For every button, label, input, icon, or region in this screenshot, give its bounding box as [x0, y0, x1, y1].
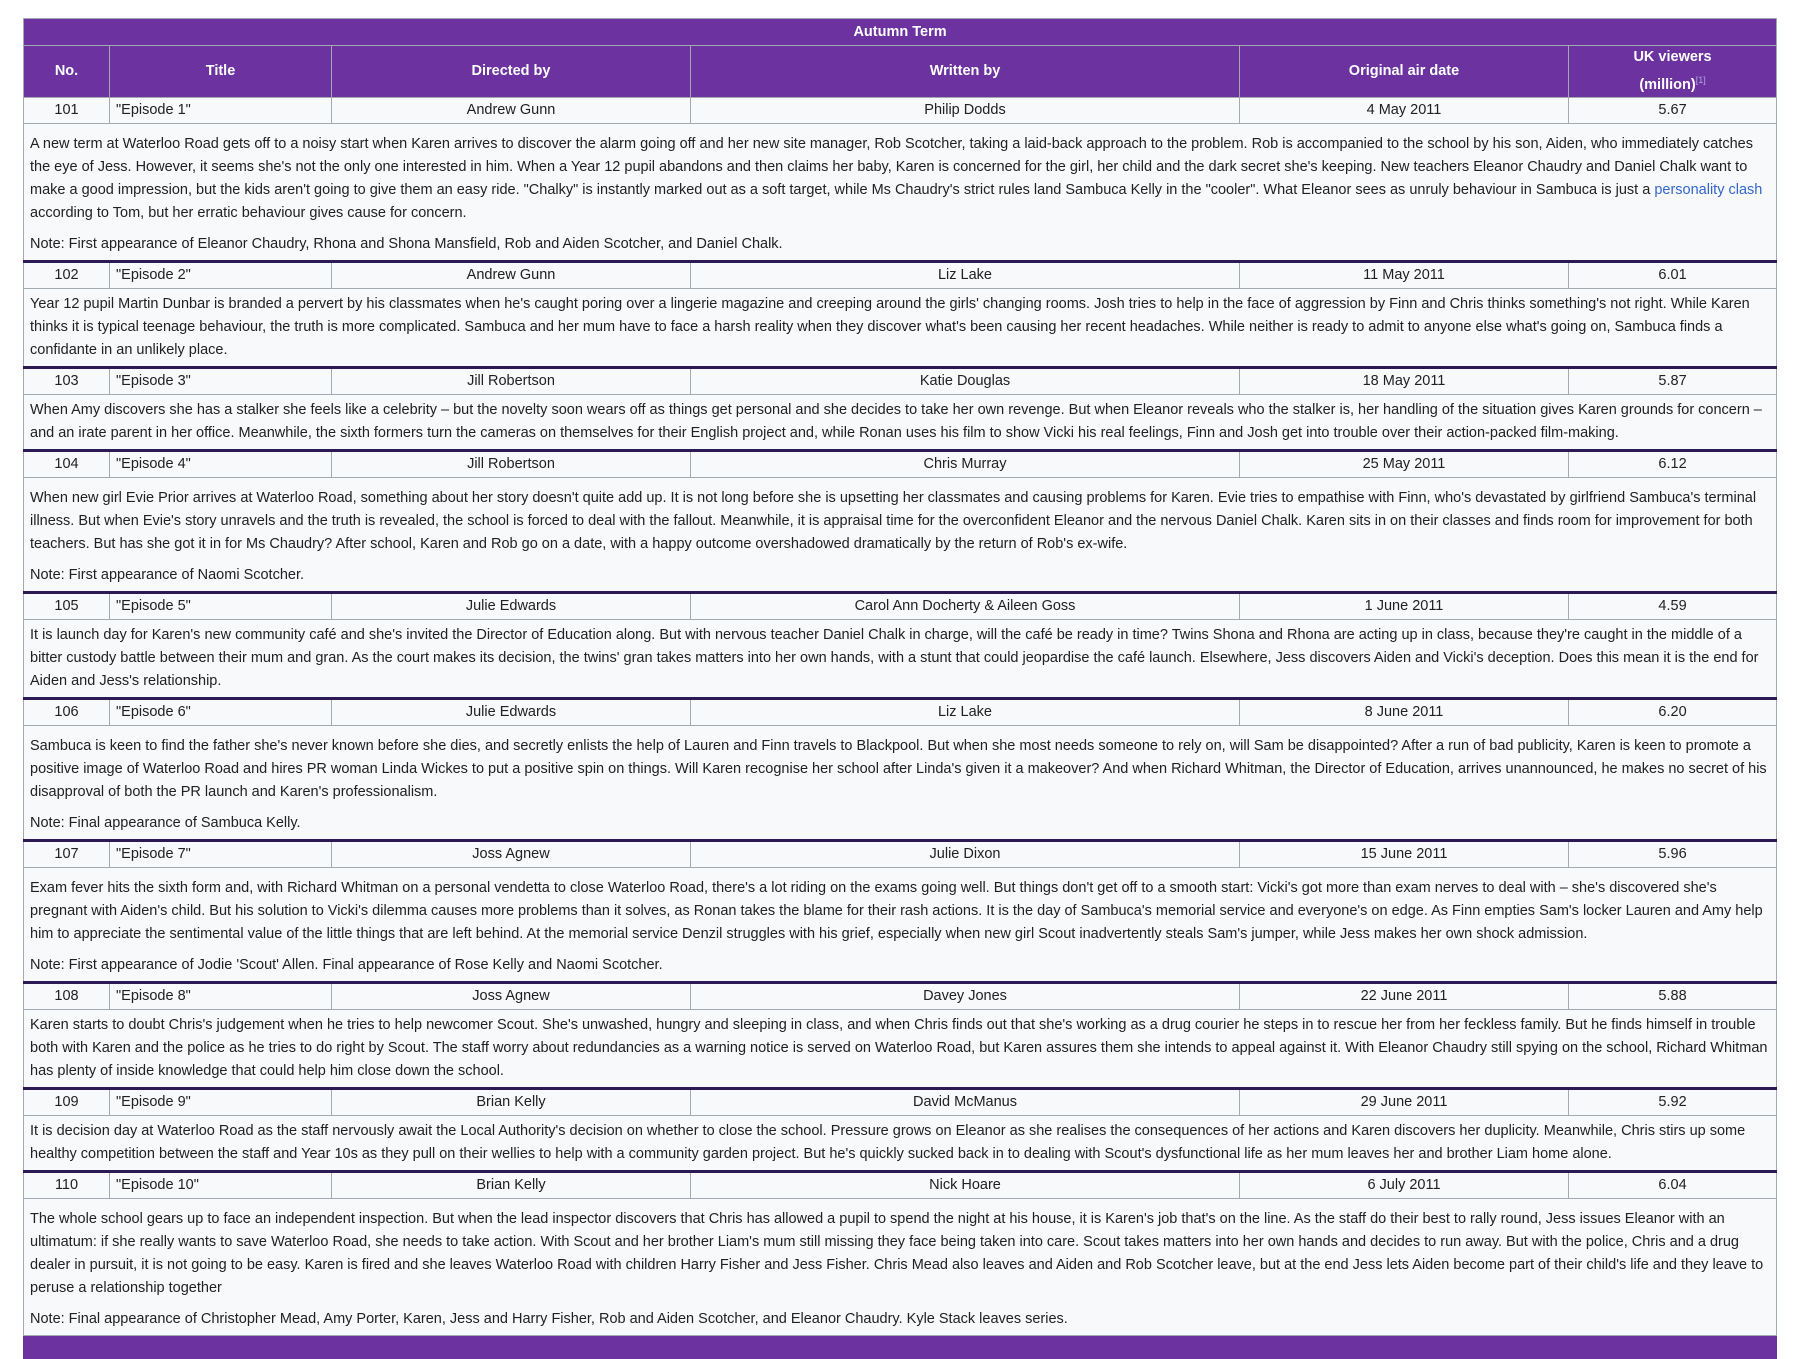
- episode-summary-cell: [24, 725, 1777, 840]
- episode-summary-row: [24, 619, 1777, 698]
- episode-number: 106: [24, 698, 110, 725]
- episode-table-wrapper: [23, 18, 1776, 1359]
- column-header-no: No.: [24, 46, 110, 98]
- episode-summary: It is decision day at Waterloo Road as the staff nervously await the Local Authority's decision on whether to close the school. Pressure grows on Eleanor as she realises the consequences of her actions and Karen discovers her duplicity. Meanwhile, Chris stirs up some healthy competition between the staff and Year 10s as they pull on their wellies to help with a community garden project. But he's quickly sucked back in to dealing with Scout's dysfunctional life as her mum leaves her and brother Liam home alone.: [30, 1122, 1746, 1162]
- viewers-reference-link[interactable]: [1]: [1695, 75, 1706, 85]
- column-header-uk-viewers: [1569, 46, 1777, 98]
- episode-air-date: 11 May 2011: [1240, 261, 1569, 288]
- table-caption: Autumn Term: [24, 19, 1777, 46]
- episode-air-date: 8 June 2011: [1240, 698, 1569, 725]
- episode-air-date: 4 May 2011: [1240, 97, 1569, 123]
- episode-director: Andrew Gunn: [332, 261, 691, 288]
- episode-summary-row: [24, 1198, 1777, 1335]
- episode-summary: When Amy discovers she has a stalker she feels like a celebrity – but the novelty soon wears off as things get personal and she decides to take her own revenge. But when Eleanor reveals who the stalker is, her handling of the situation gives Karen grounds for concern – and an irate parent in her office. Meanwhile, the sixth formers turn the cameras on themselves for their English project and, while Ronan uses his film to show Vicki his real feelings, Finn and Josh get into trouble over their action-packed film-making.: [30, 401, 1762, 441]
- table-row: [24, 982, 1777, 1009]
- table-row: [24, 261, 1777, 288]
- episode-number: 109: [24, 1088, 110, 1115]
- episode-summary-row: [24, 1115, 1777, 1171]
- column-header-written-by: Written by: [691, 46, 1240, 98]
- episode-number: 108: [24, 982, 110, 1009]
- episode-summary: Exam fever hits the sixth form and, with Richard Whitman on a personal vendetta to close Waterloo Road, there's a lot riding on the exams going well. But things don't get off to a smooth start: Vicki's got more than exam nerves to deal with – she's discovered she's pregnant with Aiden's child. But his solution to Vicki's dilemma causes more problems than it solves, as Ronan takes the blame for their rash actions. It is the day of Sambuca's memorial service and everyone's on edge. As Finn empties Sam's locker Lauren and Amy help him to appreciate the sentimental value of the little things that are left behind. At the memorial service Denzil struggles with his grief, especially when new girl Scout inadvertently steals Sam's jumper, while Jess makes her own shock admission.: [30, 879, 1763, 942]
- episode-director: Julie Edwards: [332, 698, 691, 725]
- episode-viewers: 5.88: [1569, 982, 1777, 1009]
- episode-director: Jill Robertson: [332, 450, 691, 477]
- episode-writer: Katie Douglas: [691, 367, 1240, 394]
- episode-writer: Liz Lake: [691, 698, 1240, 725]
- episode-number: 110: [24, 1171, 110, 1198]
- uk-viewers-label-line2: (million): [1639, 76, 1696, 93]
- episode-director: Jill Robertson: [332, 367, 691, 394]
- table-row: [24, 97, 1777, 123]
- episode-viewers: 4.59: [1569, 592, 1777, 619]
- personality-clash-link[interactable]: personality clash: [1654, 181, 1763, 198]
- episode-air-date: 15 June 2011: [1240, 840, 1569, 867]
- column-header-title: Title: [110, 46, 332, 98]
- episode-summary-row: [24, 725, 1777, 840]
- table-row: [24, 592, 1777, 619]
- table-row: [24, 1088, 1777, 1115]
- episode-air-date: 25 May 2011: [1240, 450, 1569, 477]
- column-header-air-date: Original air date: [1240, 46, 1569, 98]
- episode-summary-row: [24, 867, 1777, 982]
- episode-viewers: 5.92: [1569, 1088, 1777, 1115]
- column-header-directed-by: Directed by: [332, 46, 691, 98]
- episode-number: 103: [24, 367, 110, 394]
- episode-director: Julie Edwards: [332, 592, 691, 619]
- episode-title: "Episode 10": [110, 1171, 332, 1198]
- table-row: [24, 367, 1777, 394]
- episode-summary-cell: [24, 288, 1777, 367]
- table-row: [24, 450, 1777, 477]
- episode-number: 102: [24, 261, 110, 288]
- episode-number: 101: [24, 97, 110, 123]
- episode-summary-row: [24, 394, 1777, 450]
- episode-summary: When new girl Evie Prior arrives at Waterloo Road, something about her story doesn't quite add up. It is not long before she is upsetting her classmates and causing problems for Karen. Evie tries to empathise with Finn, who's devastated by girlfriend Sambuca's terminal illness. But when Evie's story unravels and the truth is revealed, the school is forced to deal with the fallout. Meanwhile, it is appraisal time for the overconfident Eleanor and the nervous Daniel Chalk. Karen sits in on their classes and finds room for improvement for both teachers. But has she got it in for Ms Chaudry? After school, Karen and Rob go on a date, with a happy outcome overshadowed dramatically by the return of Rob's ex-wife.: [30, 489, 1757, 552]
- episode-summary-cell: [24, 1115, 1777, 1171]
- episode-viewers: 5.67: [1569, 97, 1777, 123]
- episode-summary-cell: [24, 619, 1777, 698]
- episode-summary-row: [24, 1009, 1777, 1088]
- episode-writer: Carol Ann Docherty & Aileen Goss: [691, 592, 1240, 619]
- episode-air-date: 22 June 2011: [1240, 982, 1569, 1009]
- episode-writer: Liz Lake: [691, 261, 1240, 288]
- episode-title: "Episode 6": [110, 698, 332, 725]
- column-header-row: [24, 46, 1777, 98]
- episode-air-date: 1 June 2011: [1240, 592, 1569, 619]
- episode-note: Note: Final appearance of Sambuca Kelly.: [30, 814, 301, 831]
- episode-title: "Episode 1": [110, 97, 332, 123]
- episode-summary: A new term at Waterloo Road gets off to a noisy start when Karen arrives to discover the alarm going off and her new site manager, Rob Scotcher, taking a laid-back approach to the problem. Rob is accompanied to the school by his son, Aiden, who immediately catches the eye of Jess. However, it seems she's not the only one interested in him. When a Year 12 pupil abandons and then claims her baby, Karen is concerned for the girl, her child and the dark secret she's keeping. New teachers Eleanor Chaudry and Daniel Chalk want to make a good impression, but the kids aren't going to give them an easy ride. "Chalky" is instantly marked out as a soft target, while Ms Chaudry's strict rules land Sambuca Kelly in the "cooler". What Eleanor sees as unruly behaviour in Sambuca is just a personality clash according to Tom, but her erratic behaviour gives cause for concern.: [30, 135, 1763, 221]
- episode-viewers: 5.96: [1569, 840, 1777, 867]
- episode-writer: Nick Hoare: [691, 1171, 1240, 1198]
- episode-table: [23, 18, 1777, 1359]
- episode-summary: It is launch day for Karen's new community café and she's invited the Director of Education along. But with nervous teacher Daniel Chalk in charge, will the café be ready in time? Twins Shona and Rhona are acting up in class, because they're caught in the middle of a bitter custody battle between their mum and gran. As the court makes its decision, the twins' gran takes matters into her own hands, with a stunt that could jeopardise the café launch. Elsewhere, Jess discovers Aiden and Vicki's deception. Does this mean it is the end for Aiden and Jess's relationship.: [30, 626, 1759, 689]
- episode-title: "Episode 8": [110, 982, 332, 1009]
- episode-summary: Karen starts to doubt Chris's judgement when he tries to help newcomer Scout. She's unwashed, hungry and sleeping in class, and when Chris finds out that she's working as a drug courier he steps in to rescue her from her feckless family. But he finds himself in trouble both with Karen and the police as he tries to do right by Scout. The staff worry about redundancies as a warning notice is served on Waterloo Road, but Karen assures them she intends to appeal against it. With Eleanor Chaudry still spying on the school, Richard Whitman has plenty of inside knowledge that could help him close down the school.: [30, 1016, 1768, 1079]
- episode-viewers: 6.12: [1569, 450, 1777, 477]
- episode-director: Andrew Gunn: [332, 97, 691, 123]
- episode-director: Joss Agnew: [332, 982, 691, 1009]
- episode-air-date: 18 May 2011: [1240, 367, 1569, 394]
- episode-summary-cell: [24, 477, 1777, 592]
- episode-title: "Episode 7": [110, 840, 332, 867]
- episode-summary-cell: [24, 394, 1777, 450]
- episode-viewers: 6.01: [1569, 261, 1777, 288]
- episode-summary: The whole school gears up to face an independent inspection. But when the lead inspector discovers that Chris has allowed a pupil to spend the night at his house, it is Karen's job that's on the line. As the staff do their best to rally round, Jess issues Eleanor with an ultimatum: if she really wants to save Waterloo Road, she needs to take action. With Scout and her brother Liam's mum still missing they face being taken into care. Scout takes matters into her own hands and decides to run away. But with the police, Chris and a drug dealer in pursuit, it is not going to be easy. Karen is fired and she leaves Waterloo Road with children Harry Fisher and Jess Fisher. Chris Mead also leaves and Aiden and Rob Scotcher leave, but at the end Jess lets Aiden become part of their child's life and they leave to peruse a relationship together: [30, 1210, 1764, 1296]
- episode-director: Brian Kelly: [332, 1088, 691, 1115]
- episode-air-date: 6 July 2011: [1240, 1171, 1569, 1198]
- episode-note: Note: Final appearance of Christopher Mead, Amy Porter, Karen, Jess and Harry Fisher, Rob and Aiden Scotcher, and Eleanor Chaudry. Kyle Stack leaves series.: [30, 1310, 1068, 1327]
- episode-note: Note: First appearance of Eleanor Chaudry, Rhona and Shona Mansfield, Rob and Aiden Scotcher, and Daniel Chalk.: [30, 235, 783, 252]
- episode-director: Brian Kelly: [332, 1171, 691, 1198]
- episode-title: "Episode 2": [110, 261, 332, 288]
- episode-summary-cell: [24, 123, 1777, 261]
- table-row: [24, 840, 1777, 867]
- episode-director: Joss Agnew: [332, 840, 691, 867]
- episode-writer: Chris Murray: [691, 450, 1240, 477]
- episode-air-date: 29 June 2011: [1240, 1088, 1569, 1115]
- episode-note: Note: First appearance of Jodie 'Scout' Allen. Final appearance of Rose Kelly and Naomi Scotcher.: [30, 956, 663, 973]
- episode-title: "Episode 9": [110, 1088, 332, 1115]
- episode-title: "Episode 4": [110, 450, 332, 477]
- episode-number: 105: [24, 592, 110, 619]
- episode-summary: Year 12 pupil Martin Dunbar is branded a pervert by his classmates when he's caught poring over a lingerie magazine and creeping around the girls' changing rooms. Josh tries to help in the face of aggression by Finn and Chris thinks something's not right. While Karen thinks it is typical teenage behaviour, the truth is more complicated. Sambuca and her mum have to face a harsh reality when they discover what's been causing her recent headaches. While neither is ready to admit to anyone else what's going on, Sambuca finds a confidante in an unlikely place.: [30, 295, 1750, 358]
- episode-summary-cell: [24, 1009, 1777, 1088]
- episode-summary: Sambuca is keen to find the father she's never known before she dies, and secretly enlists the help of Lauren and Finn travels to Blackpool. But when she most needs someone to rely on, will Sam be disappointed? After a run of bad publicity, Karen is keen to promote a positive image of Waterloo Road and hires PR woman Linda Wickes to put a positive spin on things. Will Karen recognise her school after Linda's given it a makeover? And when Richard Whitman, the Director of Education, arrives unannounced, he makes no secret of his disapproval of both the PR launch and Karen's professionalism.: [30, 737, 1767, 800]
- table-row: [24, 698, 1777, 725]
- episode-number: 104: [24, 450, 110, 477]
- episode-title: "Episode 3": [110, 367, 332, 394]
- episode-viewers: 6.04: [1569, 1171, 1777, 1198]
- episode-writer: Philip Dodds: [691, 97, 1240, 123]
- uk-viewers-label-line1: UK viewers: [1633, 49, 1712, 65]
- episode-writer: Davey Jones: [691, 982, 1240, 1009]
- episode-summary-row: [24, 288, 1777, 367]
- table-row: [24, 1171, 1777, 1198]
- episode-number: 107: [24, 840, 110, 867]
- episode-summary-row: [24, 123, 1777, 261]
- episode-summary-cell: [24, 867, 1777, 982]
- episode-writer: David McManus: [691, 1088, 1240, 1115]
- episode-viewers: 5.87: [1569, 367, 1777, 394]
- episode-summary-row: [24, 477, 1777, 592]
- episode-viewers: 6.20: [1569, 698, 1777, 725]
- episode-title: "Episode 5": [110, 592, 332, 619]
- episode-summary-cell: [24, 1198, 1777, 1335]
- episode-note: Note: First appearance of Naomi Scotcher.: [30, 566, 305, 583]
- episode-writer: Julie Dixon: [691, 840, 1240, 867]
